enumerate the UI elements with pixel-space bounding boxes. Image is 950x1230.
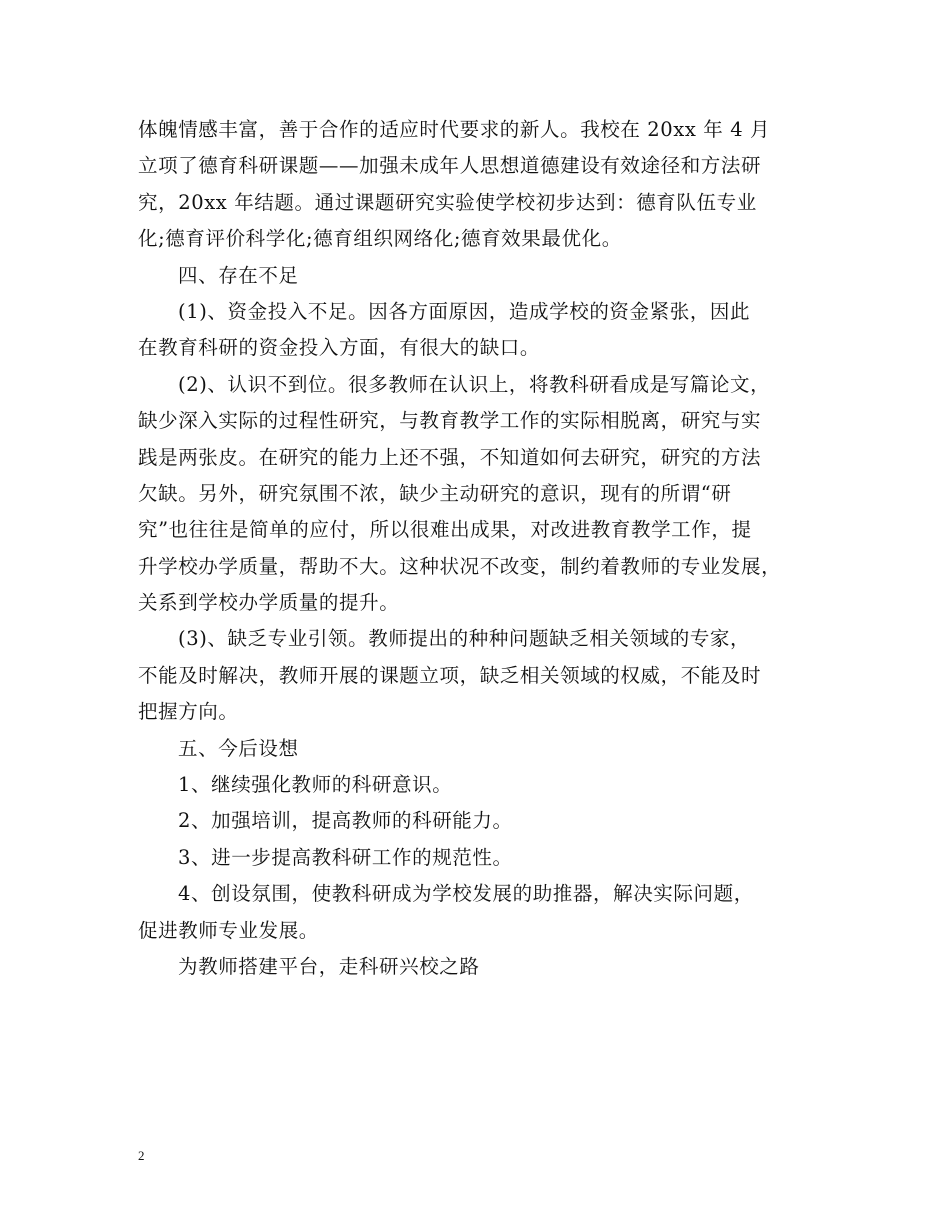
list-item: 3、进一步提高教科研工作的规范性。 bbox=[178, 845, 513, 869]
paragraph-line: 欠缺。另外，研究氛围不浓，缺少主动研究的意识，现有的所谓“研 bbox=[138, 481, 732, 505]
paragraph-line: (3)、缺乏专业引领。教师提出的种种问题缺乏相关领域的专家， bbox=[178, 627, 751, 651]
closing-title: 为教师搭建平台，走科研兴校之路 bbox=[178, 954, 480, 978]
paragraph-line: 不能及时解决，教师开展的课题立项，缺乏相关领域的权威，不能及时 bbox=[138, 663, 762, 687]
body-text bbox=[138, 112, 828, 985]
paragraph-line: (2)、认识不到位。很多教师在认识上，将教科研看成是写篇论文， bbox=[178, 372, 771, 396]
list-item: 4、创设氛围，使教科研成为学校发展的助推器，解决实际问题， bbox=[178, 882, 754, 906]
list-item: 1、继续强化教师的科研意识。 bbox=[178, 773, 453, 797]
paragraph-line: 关系到学校办学质量的提升。 bbox=[138, 591, 400, 615]
paragraph-line: 立项了德育科研课题——加强未成年人思想道德建设有效途径和方法研 bbox=[138, 154, 762, 178]
paragraph-line: (1)、资金投入不足。因各方面原因，造成学校的资金紧张，因此 bbox=[178, 299, 751, 323]
list-item: 2、加强培训，提高教师的科研能力。 bbox=[178, 809, 513, 833]
section-heading-shortcomings: 四、存在不足 bbox=[178, 263, 299, 287]
paragraph-line: 把握方向。 bbox=[138, 700, 239, 724]
paragraph-line: 在教育科研的资金投入方面，有很大的缺口。 bbox=[138, 336, 541, 360]
section-heading-future-plans: 五、今后设想 bbox=[178, 736, 299, 760]
paragraph-line: 究”也往往是简单的应付，所以很难出成果，对改进教育教学工作，提 bbox=[138, 518, 752, 542]
paragraph-line: 践是两张皮。在研究的能力上还不强，不知道如何去研究，研究的方法 bbox=[138, 445, 762, 469]
paragraph-line: 体魄情感丰富，善于合作的适应时代要求的新人。我校在 20xx 年 4 月 bbox=[138, 118, 771, 141]
paragraph-line: 缺少深入实际的过程性研究，与教育教学工作的实际相脱离，研究与实 bbox=[138, 409, 762, 433]
paragraph-line: 升学校办学质量，帮助不大。这种状况不改变，制约着教师的专业发展， bbox=[138, 554, 782, 578]
page-number: 2 bbox=[138, 1148, 145, 1163]
paragraph-line: 化;德育评价科学化;德育组织网络化;德育效果最优化。 bbox=[138, 227, 622, 251]
paragraph-line: 促进教师专业发展。 bbox=[138, 918, 319, 942]
paragraph-line: 究，20xx 年结题。通过课题研究实验使学校初步达到：德育队伍专业 bbox=[138, 190, 757, 214]
